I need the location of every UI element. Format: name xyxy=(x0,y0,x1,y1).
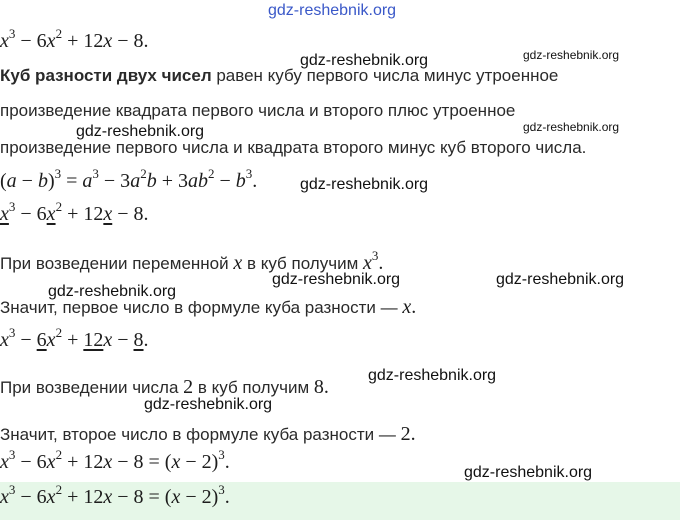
final-answer: $x^3 - 6x^2 + 12x - 8 = (x - 2)^3$. xyxy=(0,482,230,508)
expression-underlined-numbers: $x^3 - 6x^2 + 12x - 8$. xyxy=(0,325,149,351)
rule-text: равен кубу первого числа минус утроенное xyxy=(211,66,559,85)
rule-line-1 xyxy=(0,66,558,86)
watermark-text: gdz-reshebnik.org xyxy=(300,52,429,69)
expression-line: $x^3 - 6x^2 + 12x - 8$. xyxy=(0,26,149,52)
first-number-statement: Значит, первое число в формуле куба разности — x. xyxy=(0,296,417,318)
watermark-text: gdz-reshebnik.org xyxy=(368,367,497,384)
watermark-text: gdz-reshebnik.org xyxy=(300,176,429,193)
watermark-text: gdz-reshebnik.org xyxy=(496,271,625,288)
watermark-text: gdz-reshebnik.org xyxy=(268,2,397,19)
watermark-text: gdz-reshebnik.org xyxy=(523,120,620,134)
watermark-text: gdz-reshebnik.org xyxy=(48,283,177,300)
result-expression: $x^3 - 6x^2 + 12x - 8 = (x - 2)^3$. xyxy=(0,447,230,473)
watermark-text: gdz-reshebnik.org xyxy=(76,123,205,140)
step-cube-number: При возведении числа 2 в куб получим 8. xyxy=(0,376,329,398)
watermark-text: gdz-reshebnik.org xyxy=(464,464,593,481)
rule-line-2: произведение квадрата первого числа и второго плюс утроенное xyxy=(0,101,516,120)
watermark-text: gdz-reshebnik.org xyxy=(523,48,620,62)
step-cube-variable: При возведении переменной x в куб получим $x^3$. xyxy=(0,248,384,274)
watermark-text: gdz-reshebnik.org xyxy=(144,396,273,413)
cube-difference-formula: $(a - b)^3 = a^3 - 3a^2b + 3ab^2 - b^3$. xyxy=(0,166,258,192)
rule-title: Куб разности двух чисел xyxy=(0,66,212,85)
second-number-statement: Значит, второе число в формуле куба разности — 2. xyxy=(0,423,416,445)
expression-underlined-x: $x^3 - 6x^2 + 12x - 8$. xyxy=(0,199,149,225)
watermark-text: gdz-reshebnik.org xyxy=(272,271,401,288)
rule-line-3: произведение первого числа и квадрата второго минус куб второго числа. xyxy=(0,138,587,157)
